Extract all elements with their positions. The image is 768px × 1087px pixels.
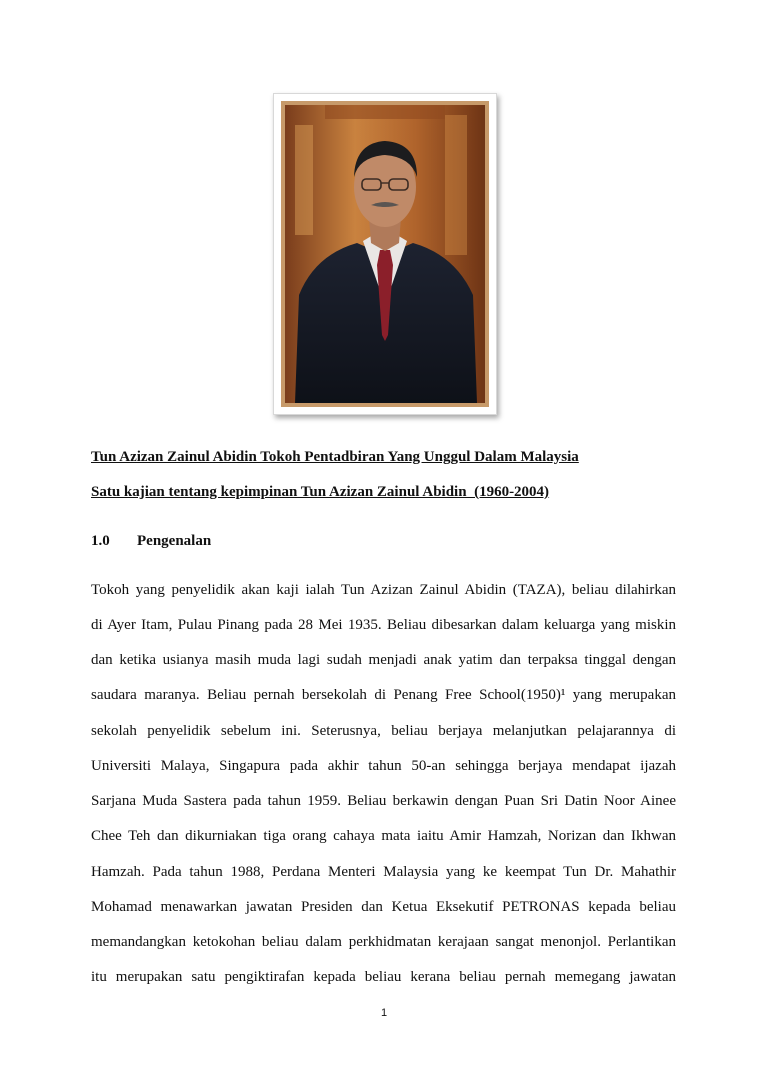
section-title: Pengenalan (137, 533, 212, 549)
photo-border (281, 101, 489, 407)
body-line: Tokoh yang penyelidik akan kaji ialah Tun Azizan Zainul Abidin (TAZA), beliau dilahirkan (91, 582, 676, 598)
body-line: sekolah penyelidik sebelum ini. Seterusnya, beliau berjaya melanjutkan pelajarannya di (91, 723, 676, 739)
body-line: Sarjana Muda Sastera pada tahun 1959. Beliau berkawin dengan Puan Sri Datin Noor Ainee (91, 793, 676, 809)
document-title: Tun Azizan Zainul Abidin Tokoh Pentadbiran Yang Unggul Dalam Malaysia (91, 449, 579, 465)
body-line: Chee Teh dan dikurniakan tiga orang cahaya mata iaitu Amir Hamzah, Norizan dan Ikhwan (91, 828, 676, 844)
body-line: dan ketika usianya masih muda lagi sudah menjadi anak yatim dan terpaksa tinggal dengan (91, 652, 676, 668)
document-subtitle: Satu kajian tentang kepimpinan Tun Azizan Zainul Abidin (1960-2004) (91, 484, 550, 500)
portrait-image (285, 105, 485, 403)
section-number: 1.0 (91, 533, 110, 549)
section-heading (91, 533, 211, 550)
body-line: Mohamad menawarkan jawatan Presiden dan Ketua Eksekutif PETRONAS kepada beliau (91, 899, 676, 915)
body-line: Hamzah. Pada tahun 1988, Perdana Menteri Malaysia yang ke keempat Tun Dr. Mahathir (91, 864, 676, 880)
portrait-photo (273, 93, 497, 415)
page-number: 1 (380, 1007, 388, 1019)
body-line: itu merupakan satu pengiktirafan kepada beliau kerana beliau pernah memegang jawatan (91, 969, 676, 985)
body-line: memandangkan ketokohan beliau dalam perkhidmatan kerajaan sangat menonjol. Perlantikan (91, 934, 676, 950)
body-line: di Ayer Itam, Pulau Pinang pada 28 Mei 1935. Beliau dibesarkan dalam keluarga yang miskin (91, 617, 676, 633)
body-line: Universiti Malaya, Singapura pada akhir tahun 50-an sehingga berjaya mendapat ijazah (91, 758, 676, 774)
body-line: saudara maranya. Beliau pernah bersekolah di Penang Free School(1950)¹ yang merupakan (91, 687, 676, 703)
